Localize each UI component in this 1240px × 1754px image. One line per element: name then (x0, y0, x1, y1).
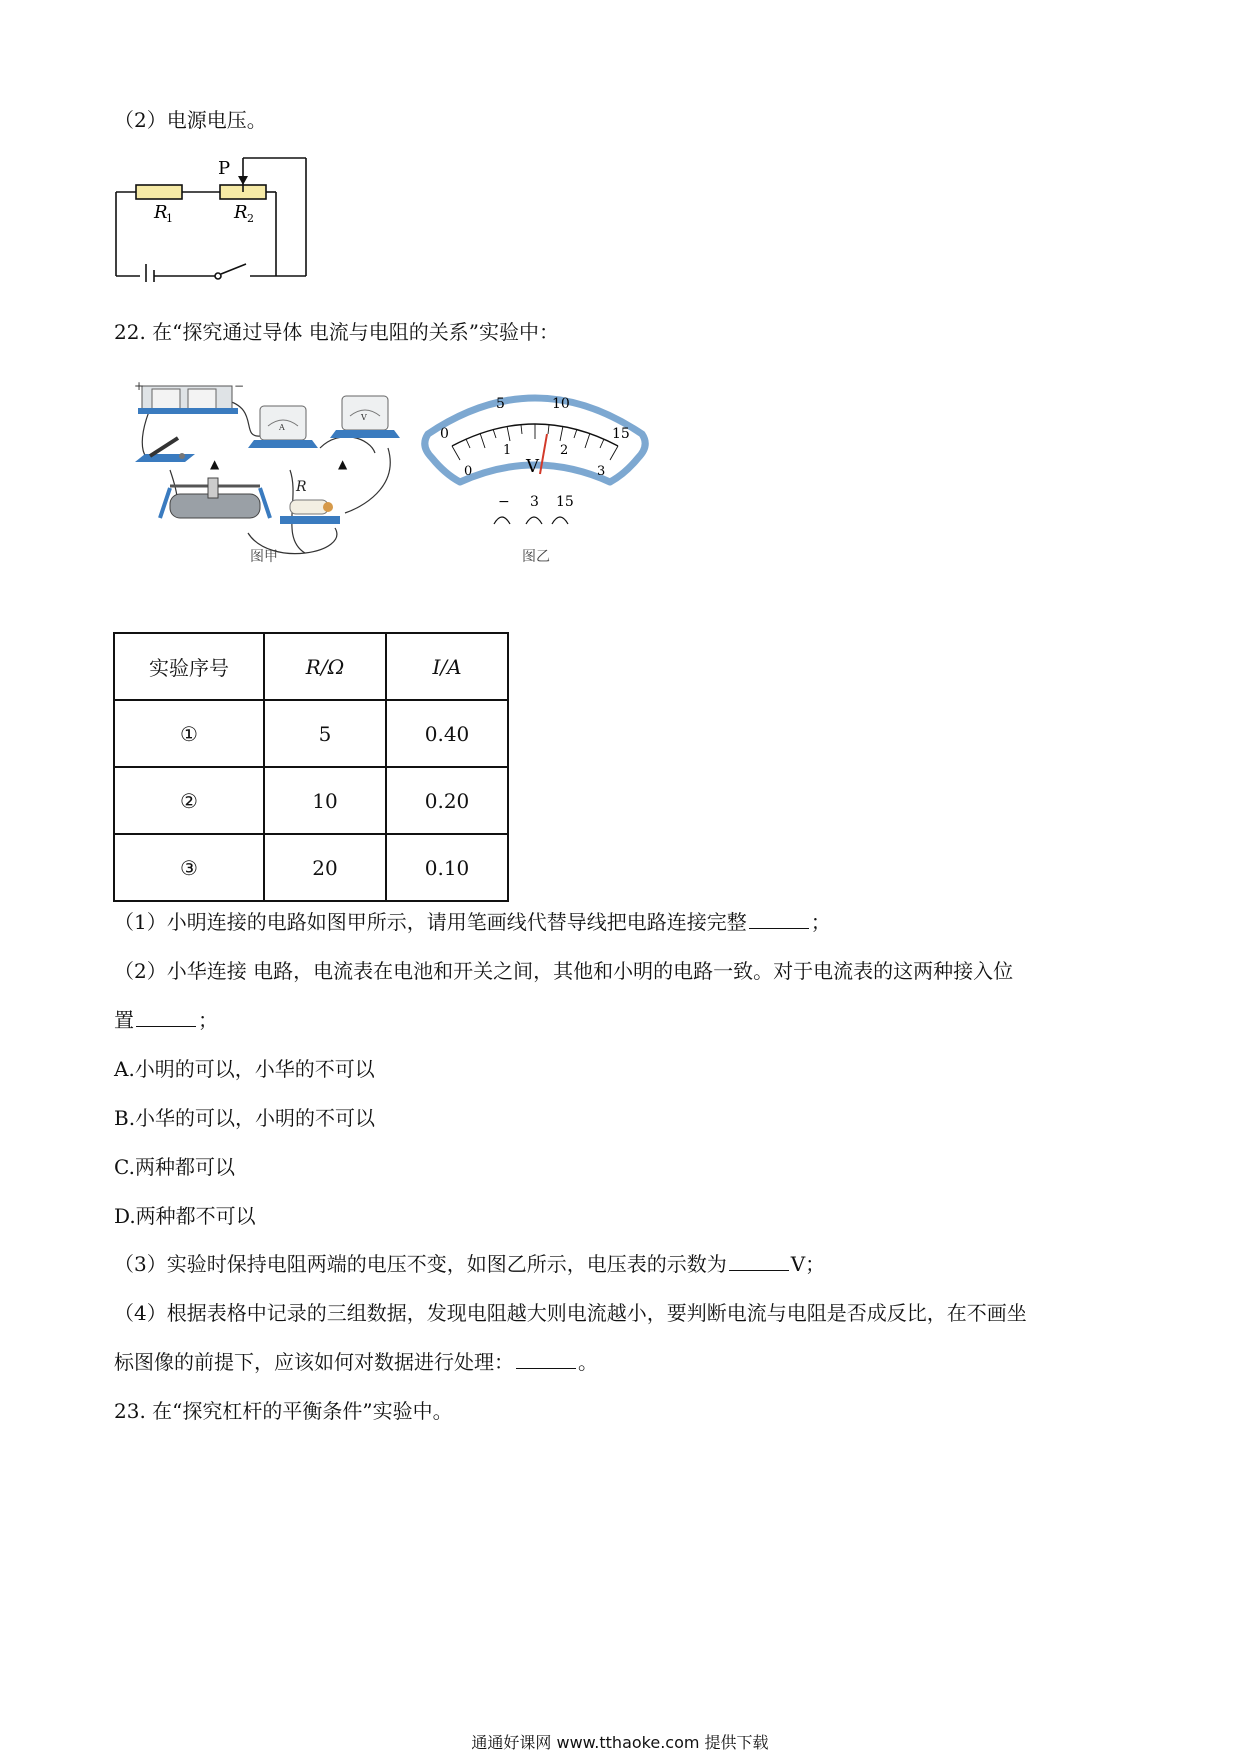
header-resistance: R/Ω (264, 633, 386, 700)
answer-blank-3[interactable] (729, 1250, 789, 1271)
marker-2: ▲ (338, 457, 348, 471)
table-cell: 0.10 (386, 834, 508, 901)
table-cell: ① (114, 700, 264, 767)
r2-subscript: 2 (247, 212, 254, 225)
footer-source: 通通好课网 www.tthaoke.com 提供下载 (471, 1733, 769, 1752)
lower-scale-2: 2 (560, 443, 569, 458)
table-cell: ③ (114, 834, 264, 901)
q22-part4-line2 (114, 1348, 598, 1376)
table-cell: 5 (264, 700, 386, 767)
terminal-15-label: 15 (556, 494, 574, 510)
upper-scale-5: 5 (496, 396, 505, 412)
resistor-holder-icon (280, 500, 340, 524)
option-d[interactable]: D.两种都不可以 (114, 1204, 256, 1228)
upper-scale-15: 15 (612, 426, 630, 442)
r1-label: R (154, 202, 168, 223)
q22-part1-text: （1）小明连接的电路如图甲所示，请用笔画线代替导线把电路连接完整 (114, 910, 747, 934)
battery-minus-label: − (234, 379, 245, 393)
table-row (114, 767, 508, 834)
header-trial-number: 实验序号 (114, 633, 264, 700)
q22-part2-end: ； (198, 1008, 218, 1032)
upper-scale-10: 10 (552, 396, 570, 412)
figure-jia-caption: 图甲 (250, 549, 278, 565)
q22-part4-end: 。 (578, 1350, 598, 1374)
q22-part1-end: ； (810, 910, 831, 934)
q22-title: 22. 在“探究通过导体 电流与电阻的关系”实验中： (114, 320, 559, 344)
resistor-label: R (296, 479, 307, 495)
ammeter-label: A (279, 423, 285, 432)
table-row (114, 834, 508, 901)
battery-plus-label: + (134, 379, 145, 393)
q22-part2-line1: （2）小华连接 电路，电流表在电池和开关之间，其他和小明的电路一致。对于电流表的这两种接入位 (114, 959, 1014, 983)
table-cell: 0.20 (386, 767, 508, 834)
q22-part4-line1: （4）根据表格中记录的三组数据，发现电阻越大则电流越小，要判断电流与电阻是否成反比，在不画坐 (114, 1301, 1027, 1325)
lower-scale-1: 1 (503, 443, 512, 458)
table-cell: ② (114, 767, 264, 834)
table-cell: 0.40 (386, 700, 508, 767)
figure-yi-voltmeter (420, 382, 650, 572)
battery-box-icon (138, 386, 238, 414)
switch-icon (135, 438, 195, 462)
marker-1: ▲ (210, 457, 220, 471)
q22-part4-text: 标图像的前提下，应该如何对数据进行处理： (114, 1350, 514, 1374)
header-current: I/A (386, 633, 508, 700)
q22-part3 (114, 1250, 825, 1278)
option-a[interactable]: A.小明的可以，小华的不可以 (114, 1057, 375, 1081)
answer-blank-4[interactable] (516, 1348, 576, 1369)
lower-scale-0: 0 (464, 464, 473, 479)
option-b[interactable]: B.小华的可以，小明的不可以 (114, 1106, 376, 1130)
q22-part3-end: V； (790, 1252, 826, 1276)
table-header-row (114, 633, 508, 700)
table-cell: 20 (264, 834, 386, 901)
figure-yi-caption: 图乙 (522, 549, 550, 565)
q21-part2-text: （2）电源电压。 (114, 108, 267, 132)
rheostat-icon (160, 478, 270, 518)
r1-subscript: 1 (166, 212, 173, 225)
q22-part2-text: 置 (114, 1008, 134, 1032)
voltmeter-label: V (361, 413, 367, 422)
lower-scale-3: 3 (597, 464, 606, 479)
table-cell: 10 (264, 767, 386, 834)
terminal-3-label: 3 (530, 494, 539, 510)
answer-blank-2[interactable] (136, 1006, 196, 1027)
unit-v-label: V (526, 456, 539, 477)
series-circuit-diagram (110, 152, 320, 282)
data-table (113, 632, 509, 902)
slider-p-label: P (218, 158, 231, 179)
q23-title: 23. 在“探究杠杆的平衡条件”实验中。 (114, 1399, 453, 1423)
r2-label: R (234, 202, 248, 223)
q22-part2-line2 (114, 1006, 218, 1034)
terminal-minus-label: − (498, 494, 510, 510)
answer-blank-1[interactable] (749, 908, 809, 929)
terminal-posts (494, 517, 568, 524)
upper-scale-0: 0 (440, 426, 449, 442)
q22-part3-text: （3）实验时保持电阻两端的电压不变，如图乙所示，电压表的示数为 (114, 1252, 727, 1276)
option-c[interactable]: C.两种都可以 (114, 1155, 235, 1179)
figure-jia-apparatus (130, 378, 410, 568)
q22-part1 (114, 908, 831, 936)
table-row (114, 700, 508, 767)
